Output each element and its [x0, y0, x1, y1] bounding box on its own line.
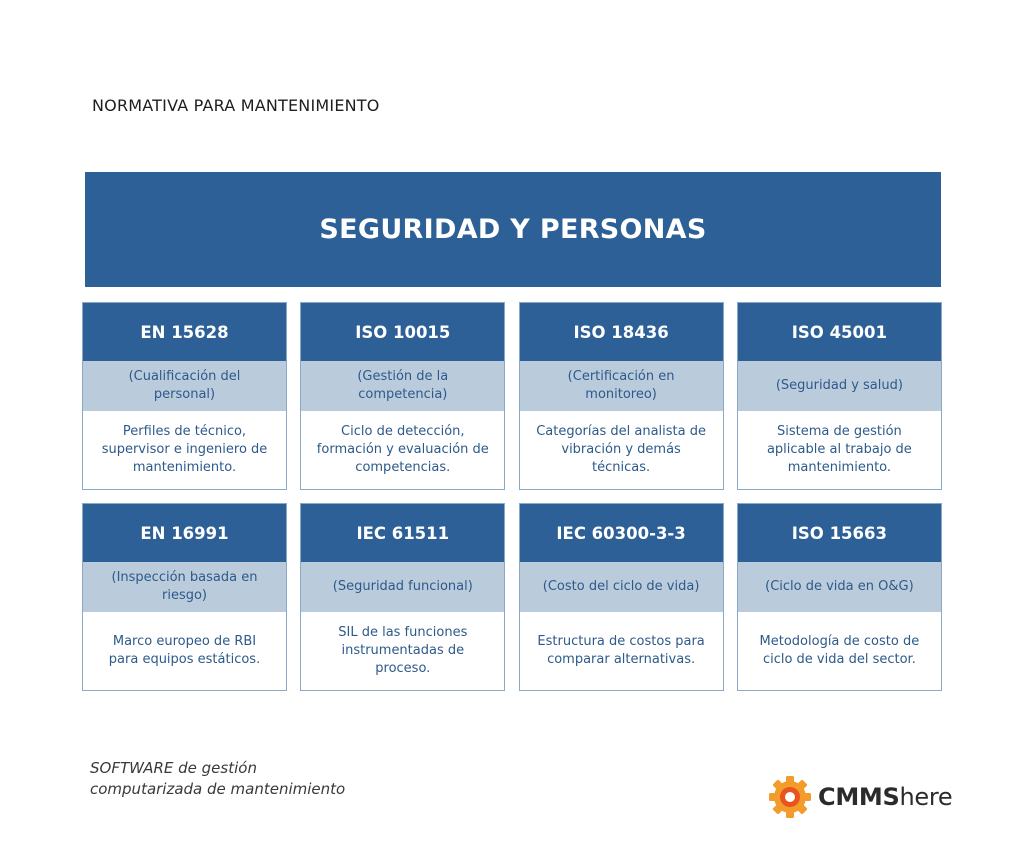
standard-description: Metodología de costo de ciclo de vida del sector. — [759, 634, 920, 667]
footer-line: SOFTWARE de gestión — [90, 759, 257, 777]
standard-description: Marco europeo de RBI para equipos estáticos. — [108, 634, 261, 667]
standard-description: SIL de las funciones instrumentadas de proceso. — [338, 625, 468, 676]
logo-light: here — [899, 783, 953, 811]
standard-name: ISO 10015 — [301, 303, 504, 361]
standard-card — [300, 302, 505, 490]
section-banner: SEGURIDAD Y PERSONAS — [85, 172, 941, 287]
standard-subtitle: (Ciclo de vida en O&G) — [738, 562, 941, 612]
standard-subtitle: (Costo del ciclo de vida) — [520, 562, 723, 612]
standard-card — [737, 503, 942, 691]
logo-bold: CMMS — [818, 783, 900, 811]
brand-logo — [768, 775, 952, 819]
standard-name: IEC 61511 — [301, 504, 504, 562]
standard-name: ISO 15663 — [738, 504, 941, 562]
standard-name: EN 16991 — [83, 504, 286, 562]
standard-name: ISO 18436 — [520, 303, 723, 361]
standard-name: IEC 60300-3-3 — [520, 504, 723, 562]
standard-card — [519, 503, 724, 691]
standard-description: Ciclo de detección, formación y evaluación de competencias. — [316, 424, 489, 475]
standard-description: Categorías del analista de vibración y demás técnicas. — [536, 424, 706, 475]
standard-subtitle: (Inspección basada en riesgo) — [83, 562, 286, 612]
standard-card — [737, 302, 942, 490]
standard-name: ISO 45001 — [738, 303, 941, 361]
standard-name: EN 15628 — [83, 303, 286, 361]
logo-wordmark — [818, 783, 952, 811]
standard-card — [300, 503, 505, 691]
footer-tagline — [90, 758, 345, 800]
standard-subtitle: (Cualificación del personal) — [83, 361, 286, 411]
standard-description: Perfiles de técnico, supervisor e ingeniero de mantenimiento. — [101, 424, 268, 475]
page-title: NORMATIVA PARA MANTENIMIENTO — [92, 96, 380, 115]
standard-subtitle: (Gestión de la competencia) — [301, 361, 504, 411]
standard-description: Estructura de costos para comparar alternativas. — [537, 634, 705, 667]
gear-icon — [768, 775, 812, 819]
standard-card — [82, 503, 287, 691]
standard-subtitle: (Seguridad y salud) — [738, 361, 941, 411]
standard-description: Sistema de gestión aplicable al trabajo de mantenimiento. — [766, 424, 912, 475]
footer-line: computarizada de mantenimiento — [90, 780, 346, 798]
standards-grid — [82, 302, 943, 691]
standard-subtitle: (Certificación en monitoreo) — [520, 361, 723, 411]
standard-subtitle: (Seguridad funcional) — [301, 562, 504, 612]
standard-card — [82, 302, 287, 490]
standard-card — [519, 302, 724, 490]
